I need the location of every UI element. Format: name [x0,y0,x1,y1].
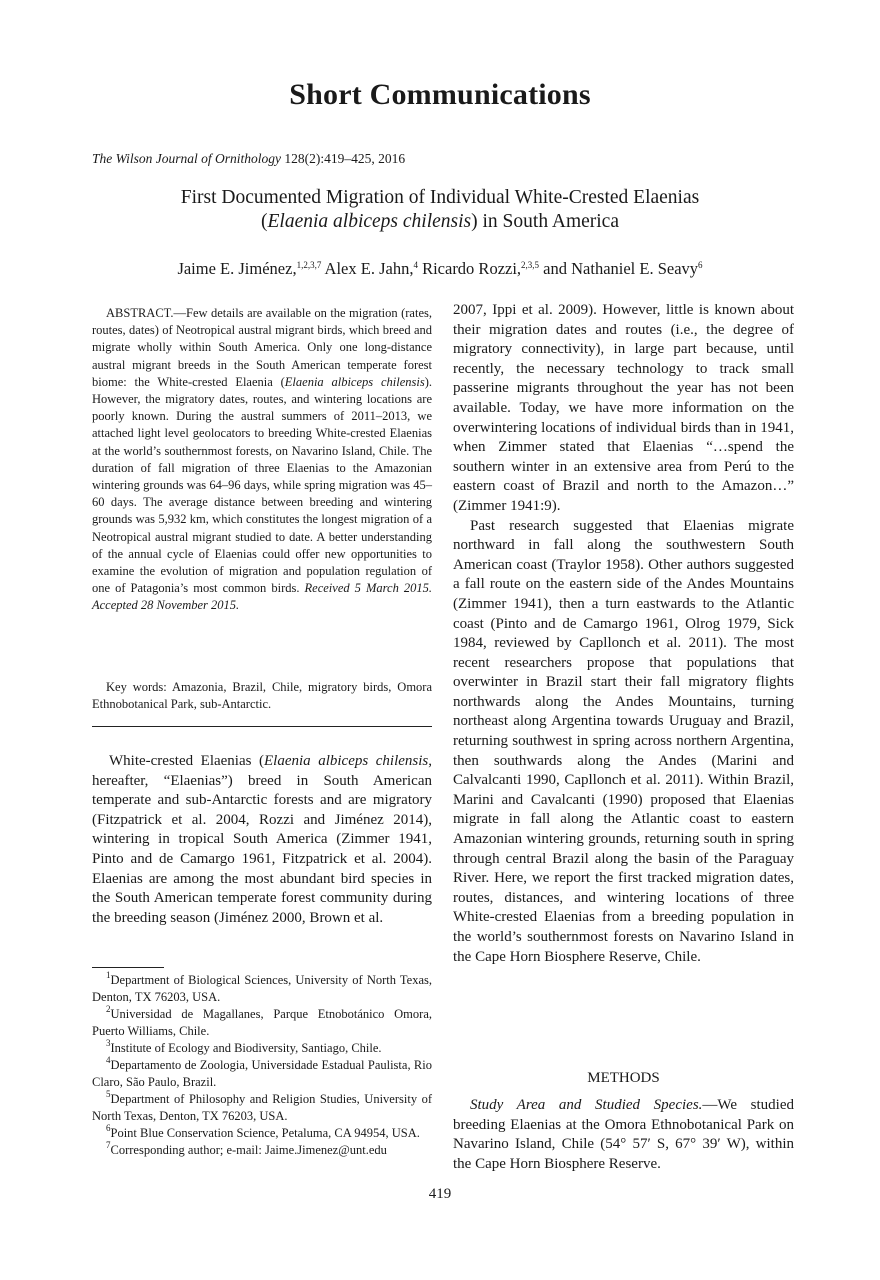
footnote: $^4$Departamento de Zoologia, Universidade Estadual Paulista, Rio Claro, São Paulo, Brazil. [92,1055,432,1089]
author-affiliation: 1,2,3,7 [296,260,322,270]
author-name: Jaime E. Jiménez, [177,259,297,278]
journal-name: The Wilson Journal of Ornithology [92,151,281,166]
right-column-body [453,301,794,967]
author-list [90,259,790,279]
footnote: $^2$Universidad de Magallanes, Parque Etnobotánico Omora, Puerto Williams, Chile. [92,1004,432,1038]
abstract-species: Elaenia albiceps chilensis [284,374,425,389]
abstract-received: Received 5 March 2015. Accepted 28 November 2015. [92,581,432,613]
author-name: Alex E. Jahn, [324,259,414,278]
footnote: $^1$Department of Biological Sciences, University of North Texas, Denton, TX 76203, USA. [92,970,432,1004]
title-line-2-rest: ) in South America [471,211,619,232]
footnote: $^3$Institute of Ecology and Biodiversity, Santiago, Chile. [106,1038,382,1055]
methods-subheading: Study Area and Studied Species. [470,1097,703,1113]
section-heading: Short Communications [289,78,591,111]
journal-volume: 128(2):419–425, 2016 [284,151,406,166]
intro-paragraph [92,752,432,928]
keywords-text: Amazonia, Brazil, Chile, migratory birds, Omora Ethnobotanical Park, sub-Antarctic. [92,680,432,712]
intro-species: Elaenia albiceps chilensis [264,753,429,769]
keywords-label: Key words: [106,680,167,694]
title-species: Elaenia albiceps chilensis [267,211,472,232]
author-name: Ricardo Rozzi, [422,259,522,278]
intro-text: , hereafter, “Elaenias”) breed in South American temperate and sub-Antarctic forests and are migratory (Fitzpatrick et al. 2004, Rozzi and Jiménez 2014), wintering in tropical South America (Zimmer 1941, Pinto and de Camargo 1961, Fitzpatrick et al. 2004). Elaenias are among the most abundant bird species in the South American temperate forest community during the breeding season (Jiménez 2000, Brown et al. [92,753,432,926]
title-line-1: First Documented Migration of Individual White-Crested Elaenias [180,187,700,208]
keywords [92,679,432,713]
article-title: First Documented Migration of Individual White-Crested Elaenias (Elaenia albiceps chilensis) in South America [180,187,700,232]
intro-paragraph-2: Past research suggested that Elaenias migrate northward in fall along the southwestern South American coast (Traylor 1958). Other authors suggested a fall route on the eastern side of the Andes Mountains (Zimmer 1941), then a turn eastwards to the Atlantic coast (Pinto and de Camargo 1961, Olrog 1979, Sick 1984, reviewed by Capllonch et al. 2011). The most recent researchers propose that populations that overwinter in Brazil start their fall migratory flights northwards along the Andes Mountains, turning northeast along Argentina towards Uruguay and Brazil, returning southwest in spring across northern Argentina, then southwards along the Andes (Marini and Calvalcanti 1990, Capllonch et al. 2011). Within Brazil, Marini and Cavalcanti (1990) proposed that Elaenias migrate in fall along the Atlantic coast to eastern Amazonian wintering grounds, returning south in spring through central Brazil along the basin of the Paraguay River. Here, we report the first tracked migration dates, routes, distances, and wintering locations of three White-crested Elaenias from a breeding population in the world’s southernmost forests on Navarino Island in the Cape Horn Biosphere Reserve, Chile. [453,517,794,965]
author-name: and Nathaniel E. Seavy [543,259,699,278]
footnotes [92,972,432,1159]
methods-paragraph [453,1096,794,1174]
journal-citation [92,151,405,167]
abstract-text: Few details are available on the migration (rates, routes, dates) of Neotropical austral migrant birds, which breed and migrate wholly within South America. Only one long-distance austral migrant breeds in the South American temperate forest biome: the White-crested Elaenia ( [92,306,432,389]
page-number: 419 [428,1186,452,1202]
author-affiliation: 2,3,5 [521,260,540,270]
intro-continued: 2007, Ippi et al. 2009). However, little is known about their migration dates and routes (i.e., the degree of migratory connectivity), in large part because, until recently, the necessary technology to track small passerine migrants throughout the year has not been available. Today, we have more information on the overwintering locations of individual birds than in 1941, when Zimmer stated that Elaenias “…spend the southern winter in an extensive area from Perú to the eastern coast of Brazil and north to the Amazon…” (Zimmer 1941:9). [453,302,794,514]
abstract-divider [92,726,432,727]
methods-heading: METHODS [587,1070,660,1086]
author-affiliation: 6 [698,260,703,270]
abstract-text: ). However, the migratory dates, routes, and wintering locations are poorly known. During the austral summers of 2011–2013, we attached light level geolocators to breeding White-crested Elaenias at the world’s southernmost forests, on Navarino Island, Chile. The duration of fall migration of three Elaenias to the Amazonian wintering grounds was 64–96 days, while spring migration was 45–60 days. The average distance between breeding and wintering grounds was 5,932 km, which constitutes the longest migration of a Neotropical austral migrant studied to date. A better understanding of the annual cycle of Elaenias could offer new opportunities to examine the evolution of migration and population regulation of one of Patagonia’s most common birds. [92,374,432,596]
intro-text: White-crested Elaenias ( [109,753,265,769]
abstract-label: ABSTRACT.— [106,306,186,320]
footnote-divider [92,967,164,968]
abstract [92,305,432,615]
footnote: $^5$Department of Philosophy and Religion Studies, University of North Texas, Denton, TX 76203, USA. [92,1089,432,1123]
author-affiliation: 4 [413,260,418,270]
methods-text: —We studied breeding Elaenias at the Omora Ethnobotanical Park on Navarino Island, Chile (54° 57′ S, 67° 39′ W), within the Cape Horn Biosphere Reserve. [453,1097,794,1172]
footnote: $^7$Corresponding author; e-mail: Jaime.Jimenez@unt.edu [106,1140,387,1157]
footnote: $^6$Point Blue Conservation Science, Petaluma, CA 94954, USA. [106,1123,420,1140]
